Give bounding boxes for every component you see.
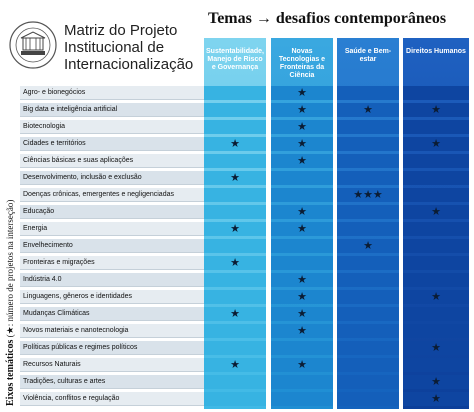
title-line: Institucional de [64,39,165,56]
intersection-star: ★ [297,121,307,133]
intersection-star: ★ [297,155,307,167]
matrix-cell [204,103,266,117]
intersection-star: ★ [297,291,307,303]
theme-header: Saúde e Bem-estar [344,48,392,63]
theme-header: Novas Tecnologias e Fronteiras da Ciência [278,48,326,79]
row-label: Desenvolvimento, inclusão e exclusão [20,171,208,185]
intersection-star: ★ [230,257,240,269]
intersection-star: ★ [297,274,307,286]
intersection-star: ★ [297,104,307,116]
matrix-cell [204,290,266,304]
intersection-star: ★ [431,104,441,116]
matrix-cell [337,324,399,338]
row-label: Big data e inteligência artificial [20,103,208,117]
matrix-cell [204,86,266,100]
matrix-cell [403,307,469,321]
page-title [64,22,214,73]
row-label: Políticas públicas e regimes políticos [20,341,208,355]
row-label: Cidades e territórios [20,137,208,151]
intersection-star: ★ [363,104,373,116]
intersection-star: ★ [431,393,441,405]
matrix-cell [271,392,333,406]
matrix-cell [204,154,266,168]
matrix-cell [403,324,469,338]
matrix-cell [337,154,399,168]
matrix-cell [204,120,266,134]
row-label: Ciências básicas e suas aplicações [20,154,208,168]
matrix-cell [403,273,469,287]
matrix-cell [271,375,333,389]
matrix-cell [337,256,399,270]
matrix-cell [337,341,399,355]
intersection-star: ★★★ [353,189,383,201]
matrix-cell [403,171,469,185]
row-label: Doenças crônicas, emergentes e negligenciadas [20,188,208,202]
intersection-star: ★ [431,376,441,388]
matrix-cell [204,324,266,338]
side-label-bold: Eixos temáticos [5,339,16,406]
matrix-cell [204,239,266,253]
intersection-star: ★ [297,138,307,150]
matrix-cell [204,341,266,355]
matrix-cell [337,86,399,100]
intersection-star: ★ [230,172,240,184]
matrix-cell [204,205,266,219]
matrix-cell [403,188,469,202]
row-label: Mudanças Climáticas [20,307,208,321]
row-label: Fronteiras e migrações [20,256,208,270]
intersection-star: ★ [431,138,441,150]
intersection-star: ★ [297,325,307,337]
matrix-cell [204,188,266,202]
matrix-cell [337,375,399,389]
intersection-star: ★ [431,342,441,354]
title-line: Internacionalização [64,56,194,73]
intersection-star: ★ [230,359,240,371]
row-label: Recursos Naturais [20,358,208,372]
intersection-star: ★ [297,223,307,235]
intersection-star: ★ [230,308,240,320]
matrix-cell [271,239,333,253]
matrix-cell [403,154,469,168]
row-label: Novos materiais e nanotecnologia [20,324,208,338]
theme-header: Sustentabilidade, Manejo de Risco e Governança [206,48,264,71]
intersection-star: ★ [297,359,307,371]
matrix-cell [271,341,333,355]
matrix-cell [403,222,469,236]
row-label: Linguagens, gêneros e identidades [20,290,208,304]
matrix-cell [271,171,333,185]
matrix-cell [271,188,333,202]
intersection-star: ★ [363,240,373,252]
matrix-cell [204,375,266,389]
svg-text:Eixos temáticos (★: número de [5,200,16,406]
matrix-cell [403,358,469,372]
theme-header: Direitos Humanos [406,48,466,55]
title-line: Matriz do Projeto [64,22,178,39]
intersection-star: ★ [431,291,441,303]
matrix-cell [337,358,399,372]
axes-side-label [0,62,18,410]
row-label: Indústria 4.0 [20,273,208,287]
matrix-cell [337,307,399,321]
intersection-star: ★ [230,223,240,235]
row-label: Educação [20,205,208,219]
matrix-cell [403,256,469,270]
row-label: Energia [20,222,208,236]
matrix-cell [337,392,399,406]
matrix-cell [337,137,399,151]
intersection-star: ★ [431,206,441,218]
intersection-star: ★ [297,206,307,218]
row-label: Violência, conflitos e regulação [20,392,208,406]
matrix-cell [403,86,469,100]
matrix-cell [271,256,333,270]
matrix-cell [337,205,399,219]
matrix-cell [204,392,266,406]
intersection-star: ★ [297,87,307,99]
matrix-cell [403,120,469,134]
matrix-cell [403,239,469,253]
themes-heading: Temas → desafios contemporâneos [208,10,447,27]
row-label: Tradições, culturas e artes [20,375,208,389]
matrix-cell [337,273,399,287]
matrix-cell [204,273,266,287]
row-label: Envelhecimento [20,239,208,253]
row-label: Agro- e bionegócios [20,86,208,100]
matrix-cell [337,120,399,134]
intersection-star: ★ [297,308,307,320]
intersection-star: ★ [230,138,240,150]
side-label-note: (★: número de projetos na interseção) [5,199,15,340]
matrix-cell [337,222,399,236]
matrix-cell [337,171,399,185]
row-label: Biotecnologia [20,120,208,134]
matrix-cell [337,290,399,304]
